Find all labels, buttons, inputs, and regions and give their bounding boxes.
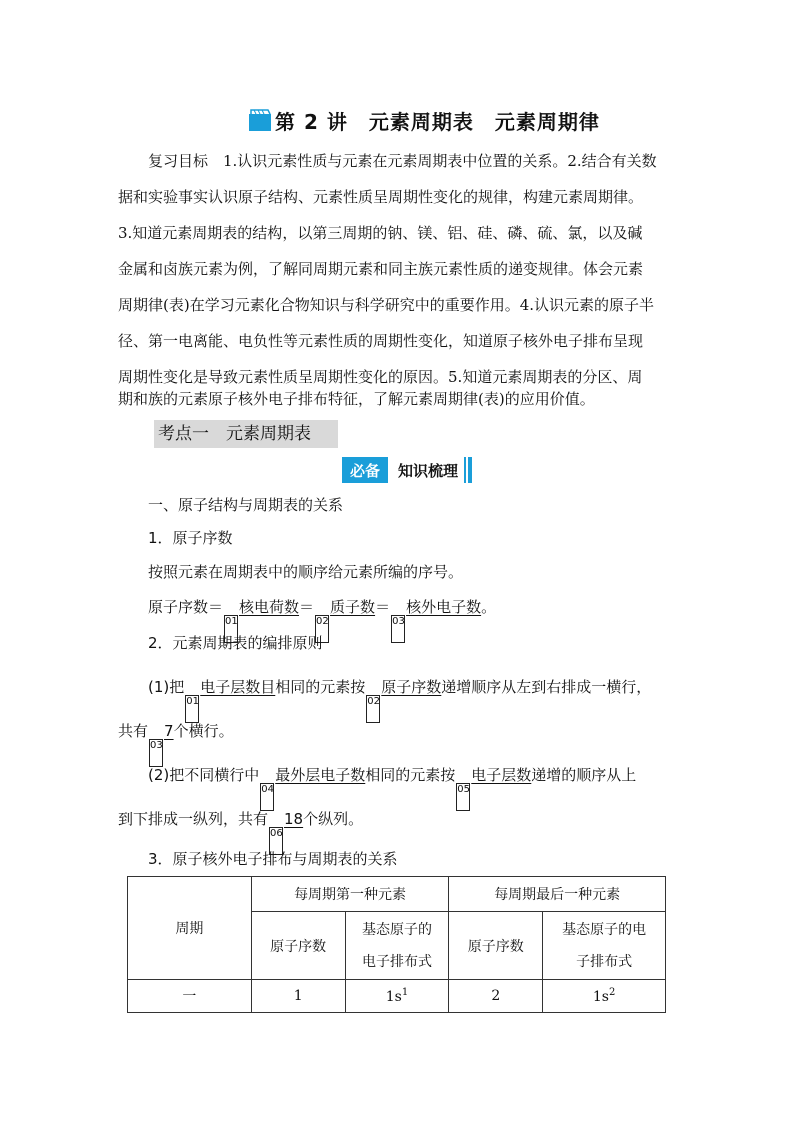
period-config-table xyxy=(127,876,666,1013)
table-row xyxy=(128,980,666,1013)
rule-text: 个纵列。 xyxy=(303,810,364,828)
answer-column-count: 18 xyxy=(284,810,304,828)
config-exponent: 1 xyxy=(401,987,409,998)
rule-text: (2)把不同横行中 xyxy=(148,766,260,784)
objectives-line-6: 径、第一电离能、电负性等元素性质的周期性变化，知道原子核外电子排布呈现 xyxy=(118,332,644,350)
answer-number-box: 05 xyxy=(456,783,470,811)
rule-1-line-1 xyxy=(148,678,651,723)
config-base: 1s xyxy=(592,989,609,1005)
objectives-line-8: 期和族的元素原子核外电子排布特征，了解元素周期律(表)的应用价值。 xyxy=(118,390,595,408)
answer-number-box: 03 xyxy=(391,615,405,643)
answer-number-box: 02 xyxy=(366,695,380,723)
subheading-arrangement: 2．元素周期表的编排原则 xyxy=(148,634,323,652)
header-period: 周期 xyxy=(128,877,252,980)
rule-text: 个横行。 xyxy=(173,722,234,740)
answer-number-box: 02 xyxy=(315,615,329,643)
badge-knowledge: 知识梳理 xyxy=(392,457,466,483)
subheading-electron-config: 3．原子核外电子排布与周期表的关系 xyxy=(148,850,398,868)
header-config-line: 基态原子的 xyxy=(361,921,432,938)
rule-text: 相同的元素按 xyxy=(365,766,456,784)
answer-number-box: 03 xyxy=(149,739,163,767)
knowledge-badge xyxy=(342,457,472,483)
answer-number-box: 01 xyxy=(185,695,199,723)
answer-electron-count: 核外电子数 xyxy=(406,598,482,616)
answer-row-count: 7 xyxy=(164,722,174,740)
title-text: 第 2 讲 元素周期表 元素周期律 xyxy=(275,109,600,134)
header-config-line: 子排布式 xyxy=(576,953,633,970)
objectives-line-5: 周期律(表)在学习元素化合物知识与科学研究中的重要作用。4.认识元素的原子半 xyxy=(118,296,655,314)
rule-text: 递增顺序从左到右排成一横行， xyxy=(441,678,652,696)
answer-number-box: 01 xyxy=(224,615,238,643)
objectives-line-2: 据和实验事实认识原子结构、元素性质呈周期性变化的规律，构建元素周期律。 xyxy=(118,188,644,206)
objectives-line-3: 3.知道元素周期表的结构，以第三周期的钠、镁、铝、硅、磷、硫、氯，以及碱 xyxy=(118,224,643,242)
objectives-line-7: 周期性变化是导致元素性质呈周期性变化的原因。5.知道元素周期表的分区、周 xyxy=(118,368,643,386)
heading-structure-relation: 一、原子结构与周期表的关系 xyxy=(148,496,344,514)
cell-last-config xyxy=(543,980,666,1013)
cell-period: 一 xyxy=(128,980,252,1013)
formula-end: 。 xyxy=(481,598,497,616)
objectives-line-1: 复习目标 1.认识元素性质与元素在元素周期表中位置的关系。2.结合有关数 xyxy=(148,152,657,170)
rule-text: 到下排成一纵列，共有 xyxy=(118,810,269,828)
formula-equals: ＝ xyxy=(375,598,391,616)
answer-valence-electrons: 最外层电子数 xyxy=(275,766,366,784)
answer-atomic-number: 原子序数 xyxy=(381,678,442,696)
rule-text: 递增的顺序从上 xyxy=(531,766,637,784)
header-last-element: 每周期最后一种元素 xyxy=(449,877,666,912)
formula-equals: ＝ xyxy=(299,598,315,616)
rule-2-line-1 xyxy=(148,766,636,811)
answer-number-box: 04 xyxy=(260,783,274,811)
header-electron-config xyxy=(543,912,666,980)
header-electron-config xyxy=(345,912,449,980)
objectives-line-4: 金属和卤族元素为例，了解同周期元素和同主族元素性质的递变规律。体会元素 xyxy=(118,260,644,278)
cell-last-number: 2 xyxy=(449,980,543,1013)
badge-required: 必备 xyxy=(342,457,388,483)
rule-1-line-2 xyxy=(118,722,234,767)
header-atomic-number: 原子序数 xyxy=(251,912,345,980)
formula-prefix: 原子序数＝ xyxy=(148,598,224,616)
header-config-line: 基态原子的电 xyxy=(562,921,647,938)
header-first-element: 每周期第一种元素 xyxy=(251,877,449,912)
subheading-atomic-number: 1．原子序数 xyxy=(148,529,233,547)
header-config-line: 电子排布式 xyxy=(361,953,432,970)
answer-shell-count: 电子层数目 xyxy=(200,678,276,696)
rule-2-line-2 xyxy=(118,810,363,855)
book-icon xyxy=(248,108,272,132)
rule-text: (1)把 xyxy=(148,678,185,696)
rule-text: 相同的元素按 xyxy=(275,678,366,696)
answer-nuclear-charge: 核电荷数 xyxy=(239,598,300,616)
header-atomic-number: 原子序数 xyxy=(449,912,543,980)
answer-shell-number: 电子层数 xyxy=(471,766,532,784)
atomic-number-definition: 按照元素在周期表中的顺序给元素所编的序号。 xyxy=(148,563,464,581)
config-exponent: 2 xyxy=(608,987,616,998)
cell-first-number: 1 xyxy=(251,980,345,1013)
rule-text: 共有 xyxy=(118,722,149,740)
badge-bar xyxy=(468,457,472,483)
answer-number-box: 06 xyxy=(269,827,283,855)
config-base: 1s xyxy=(385,989,402,1005)
answer-proton-count: 质子数 xyxy=(330,598,376,616)
section-header: 考点一 元素周期表 xyxy=(158,424,311,444)
page-title xyxy=(248,104,600,136)
cell-first-config xyxy=(345,980,449,1013)
